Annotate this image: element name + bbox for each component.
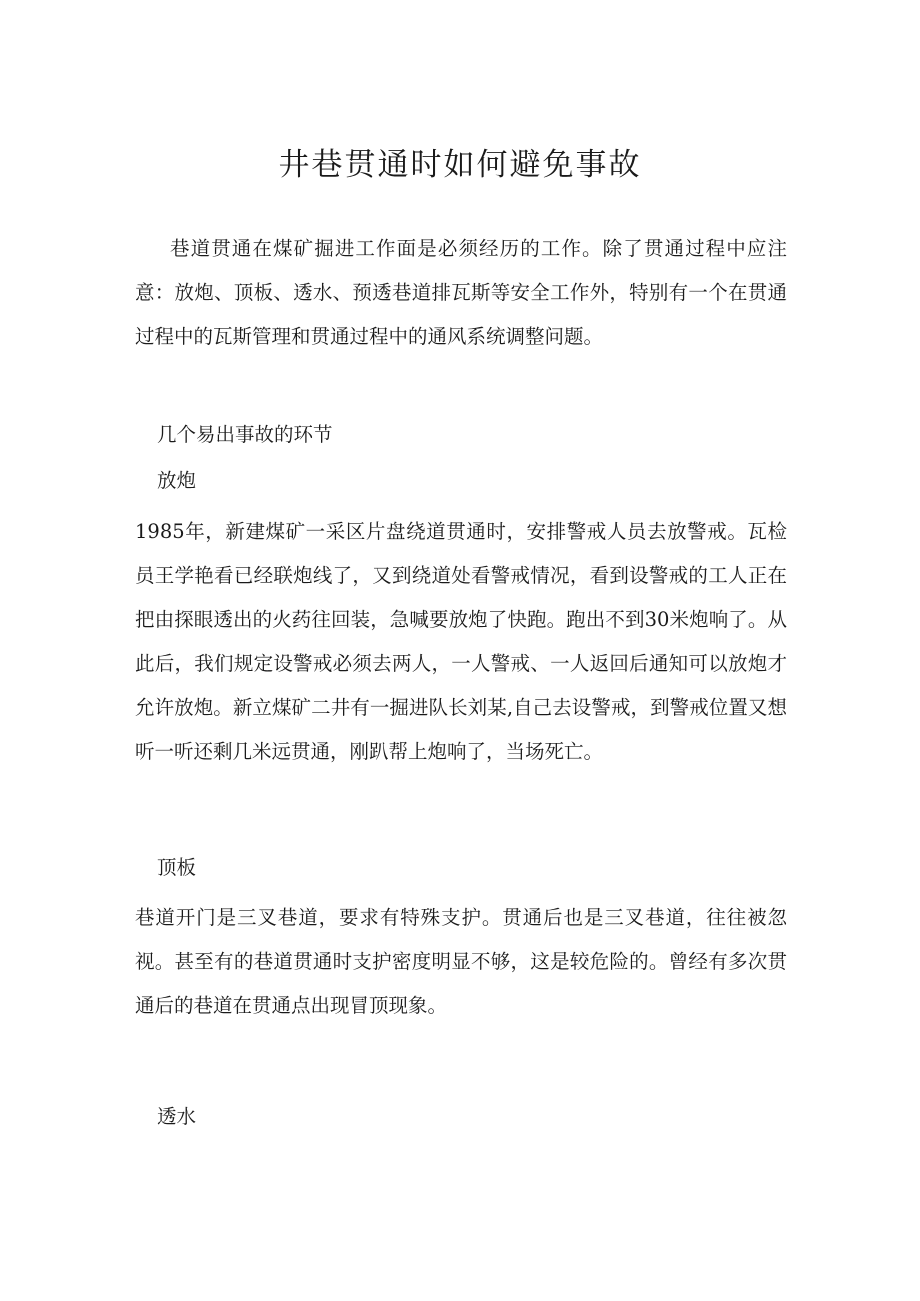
subheading-water-inrush: 透水: [157, 1105, 197, 1128]
section-heading: 几个易出事故的环节: [157, 423, 333, 446]
subheading-roof: 顶板: [157, 856, 197, 879]
paragraph-blasting: 1985年，新建煤矿一采区片盘绕道贯通时，安排警戒人员去放警戒。瓦检员王学艳看已经联炮线了，又到绕道处看警戒情况，看到设警戒的工人正在把由探眼透出的火药往回装，急喊要放炮了快跑。跑出不到30米炮响了。从此后，我们规定设警戒必须去两人，一人警戒、一人返回后通知可以放炮才允许放炮。新立煤矿二井有一掘进队长刘某,自己去设警戒，到警戒位置又想听一听还剩几米远贯通，刚趴帮上炮响了，当场死亡。: [135, 520, 787, 763]
paragraph-roof: 巷道开门是三叉巷道，要求有特殊支护。贯通后也是三叉巷道，往往被忽视。甚至有的巷道贯通时支护密度明显不够，这是较危险的。曾经有多次贯通后的巷道在贯通点出现冒顶现象。: [135, 906, 787, 1017]
subheading-blasting: 放炮: [157, 469, 197, 492]
document-title: 井巷贯通时如何避免事故: [278, 147, 642, 183]
intro-paragraph: 巷道贯通在煤矿掘进工作面是必须经历的工作。除了贯通过程中应注意：放炮、顶板、透水、预透巷道排瓦斯等安全工作外，特别有一个在贯通过程中的瓦斯管理和贯通过程中的通风系统调整问题。: [135, 237, 787, 348]
